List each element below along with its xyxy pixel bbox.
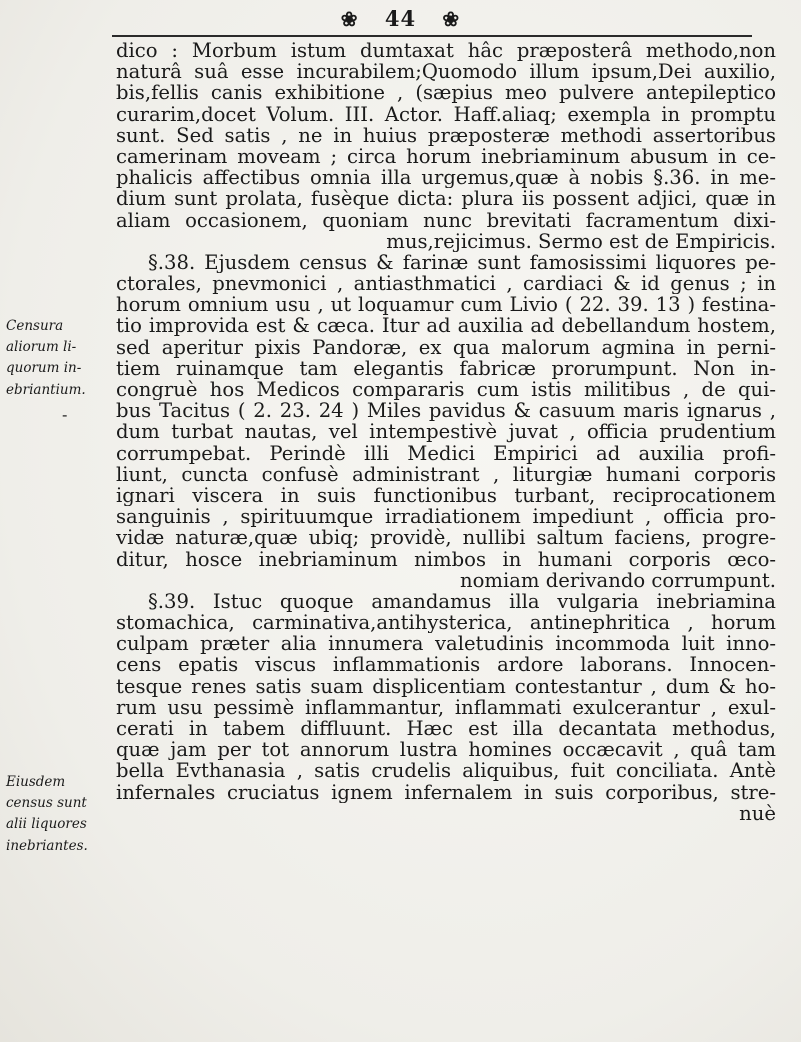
main-text	[116, 40, 776, 824]
paragraph-39-start: §.39. Istuc quoque amandamus illa vulgaria inebriamina	[148, 590, 776, 613]
text-line: bus Tacitus ( 2. 23. 24 ) Miles pavidus & casuum maris ignarus ,	[116, 400, 776, 422]
ornament-right-icon: ❀	[442, 7, 461, 31]
text-line: corrumpebat. Perindè illi Medici Empirici ad auxilia profi-	[116, 442, 776, 464]
text-line: cens epatis viscus inflammationis ardore laborans. Innocen-	[116, 654, 776, 676]
text-line: naturâ suâ esse incurabilem;Quomodo illum ipsum,Dei auxilio,	[116, 61, 776, 83]
text-line: sed aperitur pixis Pandoræ, ex qua malorum agmina in perni-	[116, 336, 776, 358]
header-rule	[112, 35, 752, 37]
text-line: culpam præter alia innumera valetudinis incommoda luit inno-	[116, 633, 776, 655]
text-line: ignari viscera in suis functionibus turbant, reciprocationem	[116, 484, 776, 507]
text-line: sunt. Sed satis , ne in huius præposteræ methodi assertoribus	[116, 124, 776, 146]
text-line: camerinam moveam ; circa horum inebriaminum abusum in ce-	[116, 145, 776, 168]
margin-note-line: ebriantium.	[6, 381, 86, 398]
text-line: ctorales, pnevmonici , antiasthmatici , cardiaci & id genus ; in	[116, 273, 776, 295]
text-line: quæ jam per tot annorum lustra homines occæcavit , quâ tam	[116, 739, 776, 761]
text-line: ditur, hosce inebriaminum nimbos in humani corporis œco-	[116, 548, 776, 570]
text-line: dico : Morbum istum dumtaxat hâc præposterâ methodo,non	[116, 40, 776, 62]
text-line: horum omnium usu , ut loquamur cum Livio ( 22. 39. 13 ) festina-	[116, 294, 776, 316]
text-line: nomiam derivando corrumpunt.	[459, 569, 776, 591]
text-line: rum usu pessimè inflammantur, inflammati exulcerantur , exul-	[116, 696, 776, 718]
catchword: nuè	[739, 802, 776, 824]
text-line: stomachica, carminativa,antihysterica, antinephritica , horum	[116, 612, 776, 634]
margin-note-line: alii liquores	[6, 816, 87, 833]
margin-note-eiusdem	[6, 772, 118, 857]
margin-note-line: census sunt	[6, 795, 87, 812]
text-line: tesque renes satis suam displicentiam contestantur , dum & ho-	[116, 675, 776, 697]
margin-note-line: Censura	[6, 318, 64, 334]
text-line: mus,rejicimus. Sermo est de Empiricis.	[386, 230, 776, 252]
text-line: dum turbat nautas, vel intempestivè juvat , officia prudentium	[116, 421, 776, 443]
margin-note-line: quorum in-	[6, 360, 82, 377]
paragraph-38-start: §.38. Ejusdem census & farinæ sunt famosissimi liquores pe-	[148, 251, 776, 274]
page-number: 44	[384, 6, 417, 31]
margin-note-censura	[6, 316, 118, 401]
ornament-left-icon: ❀	[340, 7, 359, 31]
text-line: dium sunt prolata, fusèque dicta: plura iis possent adjici, quæ in	[116, 188, 776, 210]
text-line: congruè hos Medicos compararis cum istis militibus , de qui-	[116, 379, 776, 401]
text-line: sanguinis , spirituumque irradiationem impediunt , officia pro-	[116, 506, 776, 528]
text-line: tio improvida est & cæca. Itur ad auxilia ad debellandum hostem,	[116, 315, 776, 337]
text-line: curarim,docet Volum. III. Actor. Haff.aliaq; exempla in promptu	[116, 103, 776, 125]
margin-note-line: Eiusdem	[6, 774, 66, 790]
text-line: bis,fellis canis exhibitione , (sæpius meo pulvere antepileptico	[116, 82, 776, 104]
margin-note-line: inebriantes.	[6, 837, 88, 854]
text-line: phalicis affectibus omnia illa urgemus,quæ à nobis §.36. in me-	[116, 167, 776, 189]
text-line: vidæ naturæ,quæ ubiq; providè, nullibi saltum faciens, progre-	[116, 527, 776, 549]
text-line: aliam occasionem, quoniam nunc brevitati facramentum dixi-	[116, 209, 776, 231]
margin-note-line: aliorum li-	[6, 339, 77, 356]
text-line: liunt, cuncta confusè administrant , liturgiæ humani corporis	[116, 463, 776, 485]
text-line: tiem ruinamque tam elegantis fabricæ prorumpunt. Non in-	[116, 357, 776, 379]
page-header	[0, 6, 801, 31]
margin-dash: -	[62, 405, 68, 424]
text-line: bella Evthanasia , satis crudelis aliquibus, fuit conciliata. Antè	[116, 760, 776, 782]
text-line: infernales cruciatus ignem infernalem in suis corporibus, stre-	[116, 781, 776, 803]
text-line: cerati in tabem diffluunt. Hæc est illa decantata methodus,	[116, 718, 776, 740]
